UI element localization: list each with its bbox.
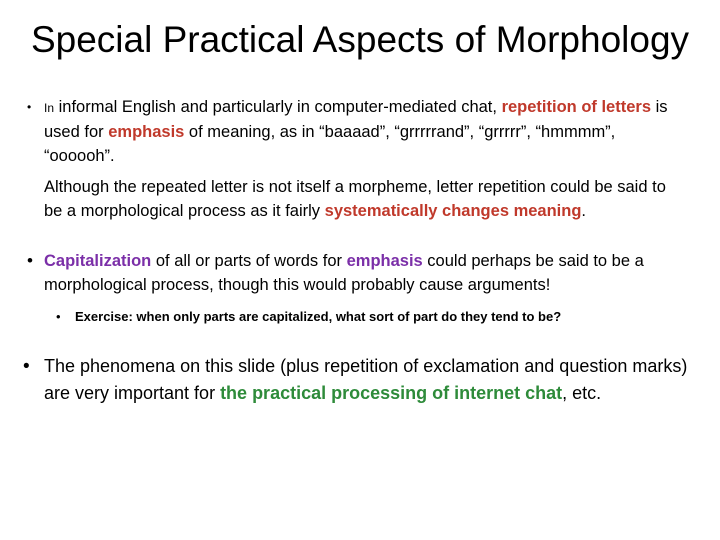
exercise-text: Exercise: when only parts are capitalized, what sort of part do they tend to be? <box>75 309 562 324</box>
lead-word: In <box>44 101 55 115</box>
text-segment: Although the repeated letter is not itself a morpheme, letter repetition could be said to be a morphological process as it fairly <box>44 178 666 220</box>
highlight-emphasis: emphasis <box>346 252 423 270</box>
text-segment: . <box>581 202 587 220</box>
highlight-changes-meaning: systematically changes meaning <box>324 202 582 220</box>
highlight-emphasis: emphasis <box>108 123 185 141</box>
text-segment: of all or parts of words for <box>151 252 347 270</box>
highlight-capitalization: Capitalization <box>44 252 152 270</box>
bullet-text <box>44 249 708 297</box>
text-segment: of meaning, as in “baaaad”, “grrrrrand”, “grrrrr”, “hmmmm”, “oooooh”. <box>44 123 616 165</box>
text-segment: could perhaps be said to be a morphological process, though this would probably cause arguments! <box>44 252 644 294</box>
bullet-text <box>44 95 684 168</box>
bullet-icon: • <box>27 100 32 114</box>
text-segment: informal English and particularly in computer-mediated chat, <box>54 98 502 116</box>
slide-title: Special Practical Aspects of Morphology <box>30 19 690 60</box>
highlight-repetition: repetition of letters <box>501 98 651 116</box>
text-segment: The phenomena on this slide (plus repetition of exclamation and question marks) are very important for <box>44 356 688 403</box>
bullet-text <box>44 353 712 407</box>
paragraph-letter-repetition <box>44 175 684 223</box>
text-segment: , etc. <box>562 383 602 403</box>
highlight-practical-processing: the practical processing of internet chat <box>220 383 563 403</box>
bullet-icon: • <box>23 356 30 377</box>
bullet-icon: • <box>56 309 61 324</box>
text-segment: is used for <box>44 98 668 141</box>
bullet-icon: • <box>27 251 33 270</box>
